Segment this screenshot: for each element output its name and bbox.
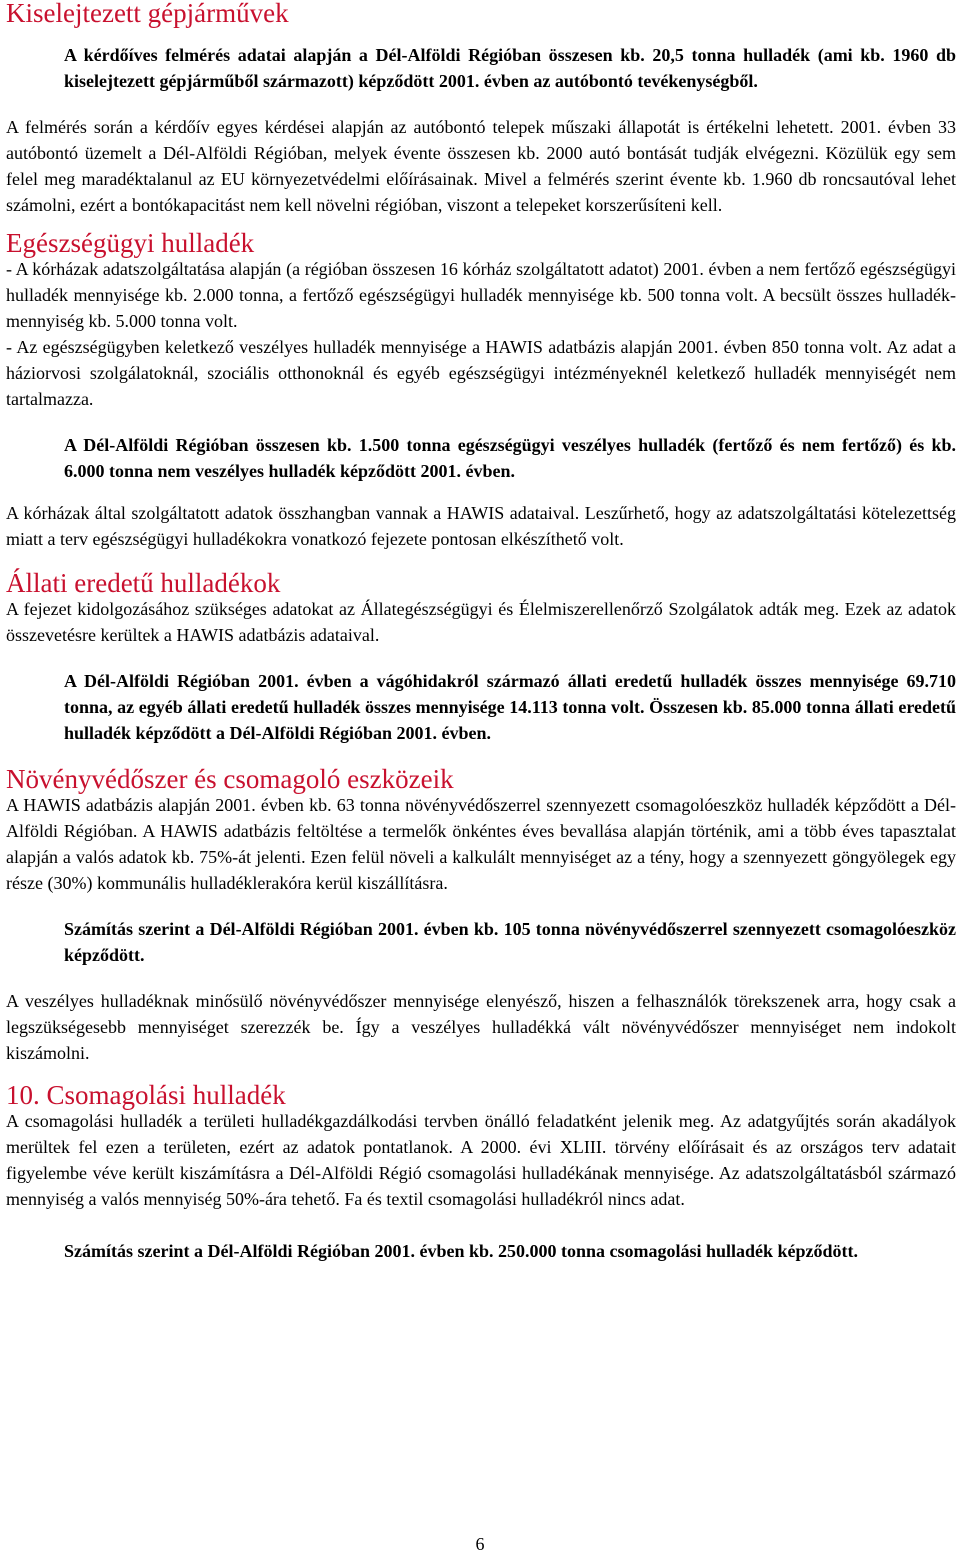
section-heading-animal: Állati eredetű hulladékok <box>6 568 281 598</box>
animal-paragraph: A fejezet kidolgozásához szükséges adatokat az Állategészségügyi és Élelmiszerellenőrző Szolgálatok adták meg. Ezek az adatok összevetésre kerültek a HAWIS adatbázis adataival. <box>6 599 956 645</box>
page-number: 6 <box>475 1534 485 1554</box>
health-paragraph-1: - A kórházak adatszolgáltatása alapján (a régióban összesen 16 kórház szolgáltatott adatot) 2001. évben a nem fertőző egészségügyi hulladék mennyisége kb. 2.000 tonna, a fertőző egészségügyi hulladék mennyisége kb. 500 tonna volt. A becsült összes hulladék-mennyiség kb. 5.000 tonna volt. <box>6 259 956 331</box>
pesticide-paragraph-1: A HAWIS adatbázis alapján 2001. évben kb. 63 tonna növényvédőszerrel szennyezett csomagolóeszköz hulladék képződött a Dél-Alföldi Régióban. A HAWIS adatbázis feltöltése a termelők önkéntes éves bevallása alapján történik, ami a több éves tapasztalat alapján a valós adatok kb. 75%-át jelenti. Ezen felül növeli a kalkulált mennyiséget az a tény, hogy a szennyezett göngyölegek egy része (30%) kommunális hulladéklerakóra kerül kiszállításra. <box>6 795 956 893</box>
section-heading-packaging: 10. Csomagolási hulladék <box>6 1080 286 1110</box>
health-paragraph-2: - Az egészségügyben keletkező veszélyes hulladék mennyisége a HAWIS adatbázis alapján 2001. évben 850 tonna volt. Az adat a háziorvosi szolgálatoknál, szociális otthonoknál és egyéb egészségügyi intézményeknél keletkező hulladék mennyiségét nem tartalmazza. <box>6 337 956 409</box>
vehicles-paragraph: A felmérés során a kérdőív egyes kérdései alapján az autóbontó telepek műszaki állapotát is értékelni lehetett. 2001. évben 33 autóbontó üzemelt a Dél-Alföldi Régióban, melyek évente összesen kb. 2000 autó bontását tudják elvégezni. Közülük egy sem felel meg maradéktalanul az EU környezetvédelmi előírásainak. Mivel a felmérés szerint évente kb. 1.960 db roncsautóval lehet számolni, ezért a bontókapacitást nem kell növelni régióban, viszont a telepeket korszerűsíteni kell. <box>6 117 956 215</box>
health-summary-bold: A Dél-Alföldi Régióban összesen kb. 1.500 tonna egészségügyi veszélyes hulladék (fertőző és nem fertőző) és kb. 6.000 tonna nem veszélyes hulladék képződött 2001. évben. <box>64 435 956 481</box>
pesticide-paragraph-2: A veszélyes hulladéknak minősülő növényvédőszer mennyisége elenyésző, hiszen a felhasználók törekszenek arra, hogy csak a legszükségesebb mennyiséget szerezzék be. Így a veszélyes hulladékká vált növényvédőszer mennyiséget nem indokolt kiszámolni. <box>6 991 956 1063</box>
section-heading-health: Egészségügyi hulladék <box>6 228 255 258</box>
health-paragraph-3: A kórházak által szolgáltatott adatok összhangban vannak a HAWIS adataival. Leszűrhető, hogy az adatszolgáltatási kötelezettség miatt a terv egészségügyi hulladékokra vonatkozó fejezete pontosan elkészíthető volt. <box>6 503 956 549</box>
document-page <box>6 0 956 1264</box>
packaging-paragraph: A csomagolási hulladék a területi hulladékgazdálkodási tervben önálló feladatként jelenik meg. Az adatgyűjtés során akadályok merültek fel ezen a területen, ezért az adatok pontatlanok. A 2000. évi XLIII. törvény előírásait és az országos terv adatait figyelembe véve került kiszámításra a Dél-Alföldi Régió csomagolási hulladékának mennyisége. Az adatszolgáltatásból származó mennyiség a valós mennyiség 50%-ára tehető. Fa és textil csomagolási hulladékról nincs adat. <box>6 1111 956 1209</box>
packaging-summary-bold: Számítás szerint a Dél-Alföldi Régióban 2001. évben kb. 250.000 tonna csomagolási hulladék képződött. <box>64 1241 859 1261</box>
section-heading-vehicles: Kiselejtezett gépjárművek <box>6 0 289 28</box>
pesticide-summary-bold: Számítás szerint a Dél-Alföldi Régióban 2001. évben kb. 105 tonna növényvédőszerrel szennyezett csomagolóeszköz képződött. <box>64 919 956 965</box>
animal-summary-bold: A Dél-Alföldi Régióban 2001. évben a vágóhidakról származó állati eredetű hulladék összes mennyisége 69.710 tonna, az egyéb állati eredetű hulladék összes mennyisége 14.113 tonna volt. Összesen kb. 85.000 tonna állati eredetű hulladék képződött a Dél-Alföldi Régióban 2001. évben. <box>64 671 956 743</box>
section-heading-pesticide: Növényvédőszer és csomagoló eszközeik <box>6 764 454 794</box>
vehicles-summary-bold: A kérdőíves felmérés adatai alapján a Dél-Alföldi Régióban összesen kb. 20,5 tonna hulladék (ami kb. 1960 db kiselejtezett gépjárműből származott) képződött 2001. évben az autóbontó tevékenységből. <box>64 45 956 91</box>
